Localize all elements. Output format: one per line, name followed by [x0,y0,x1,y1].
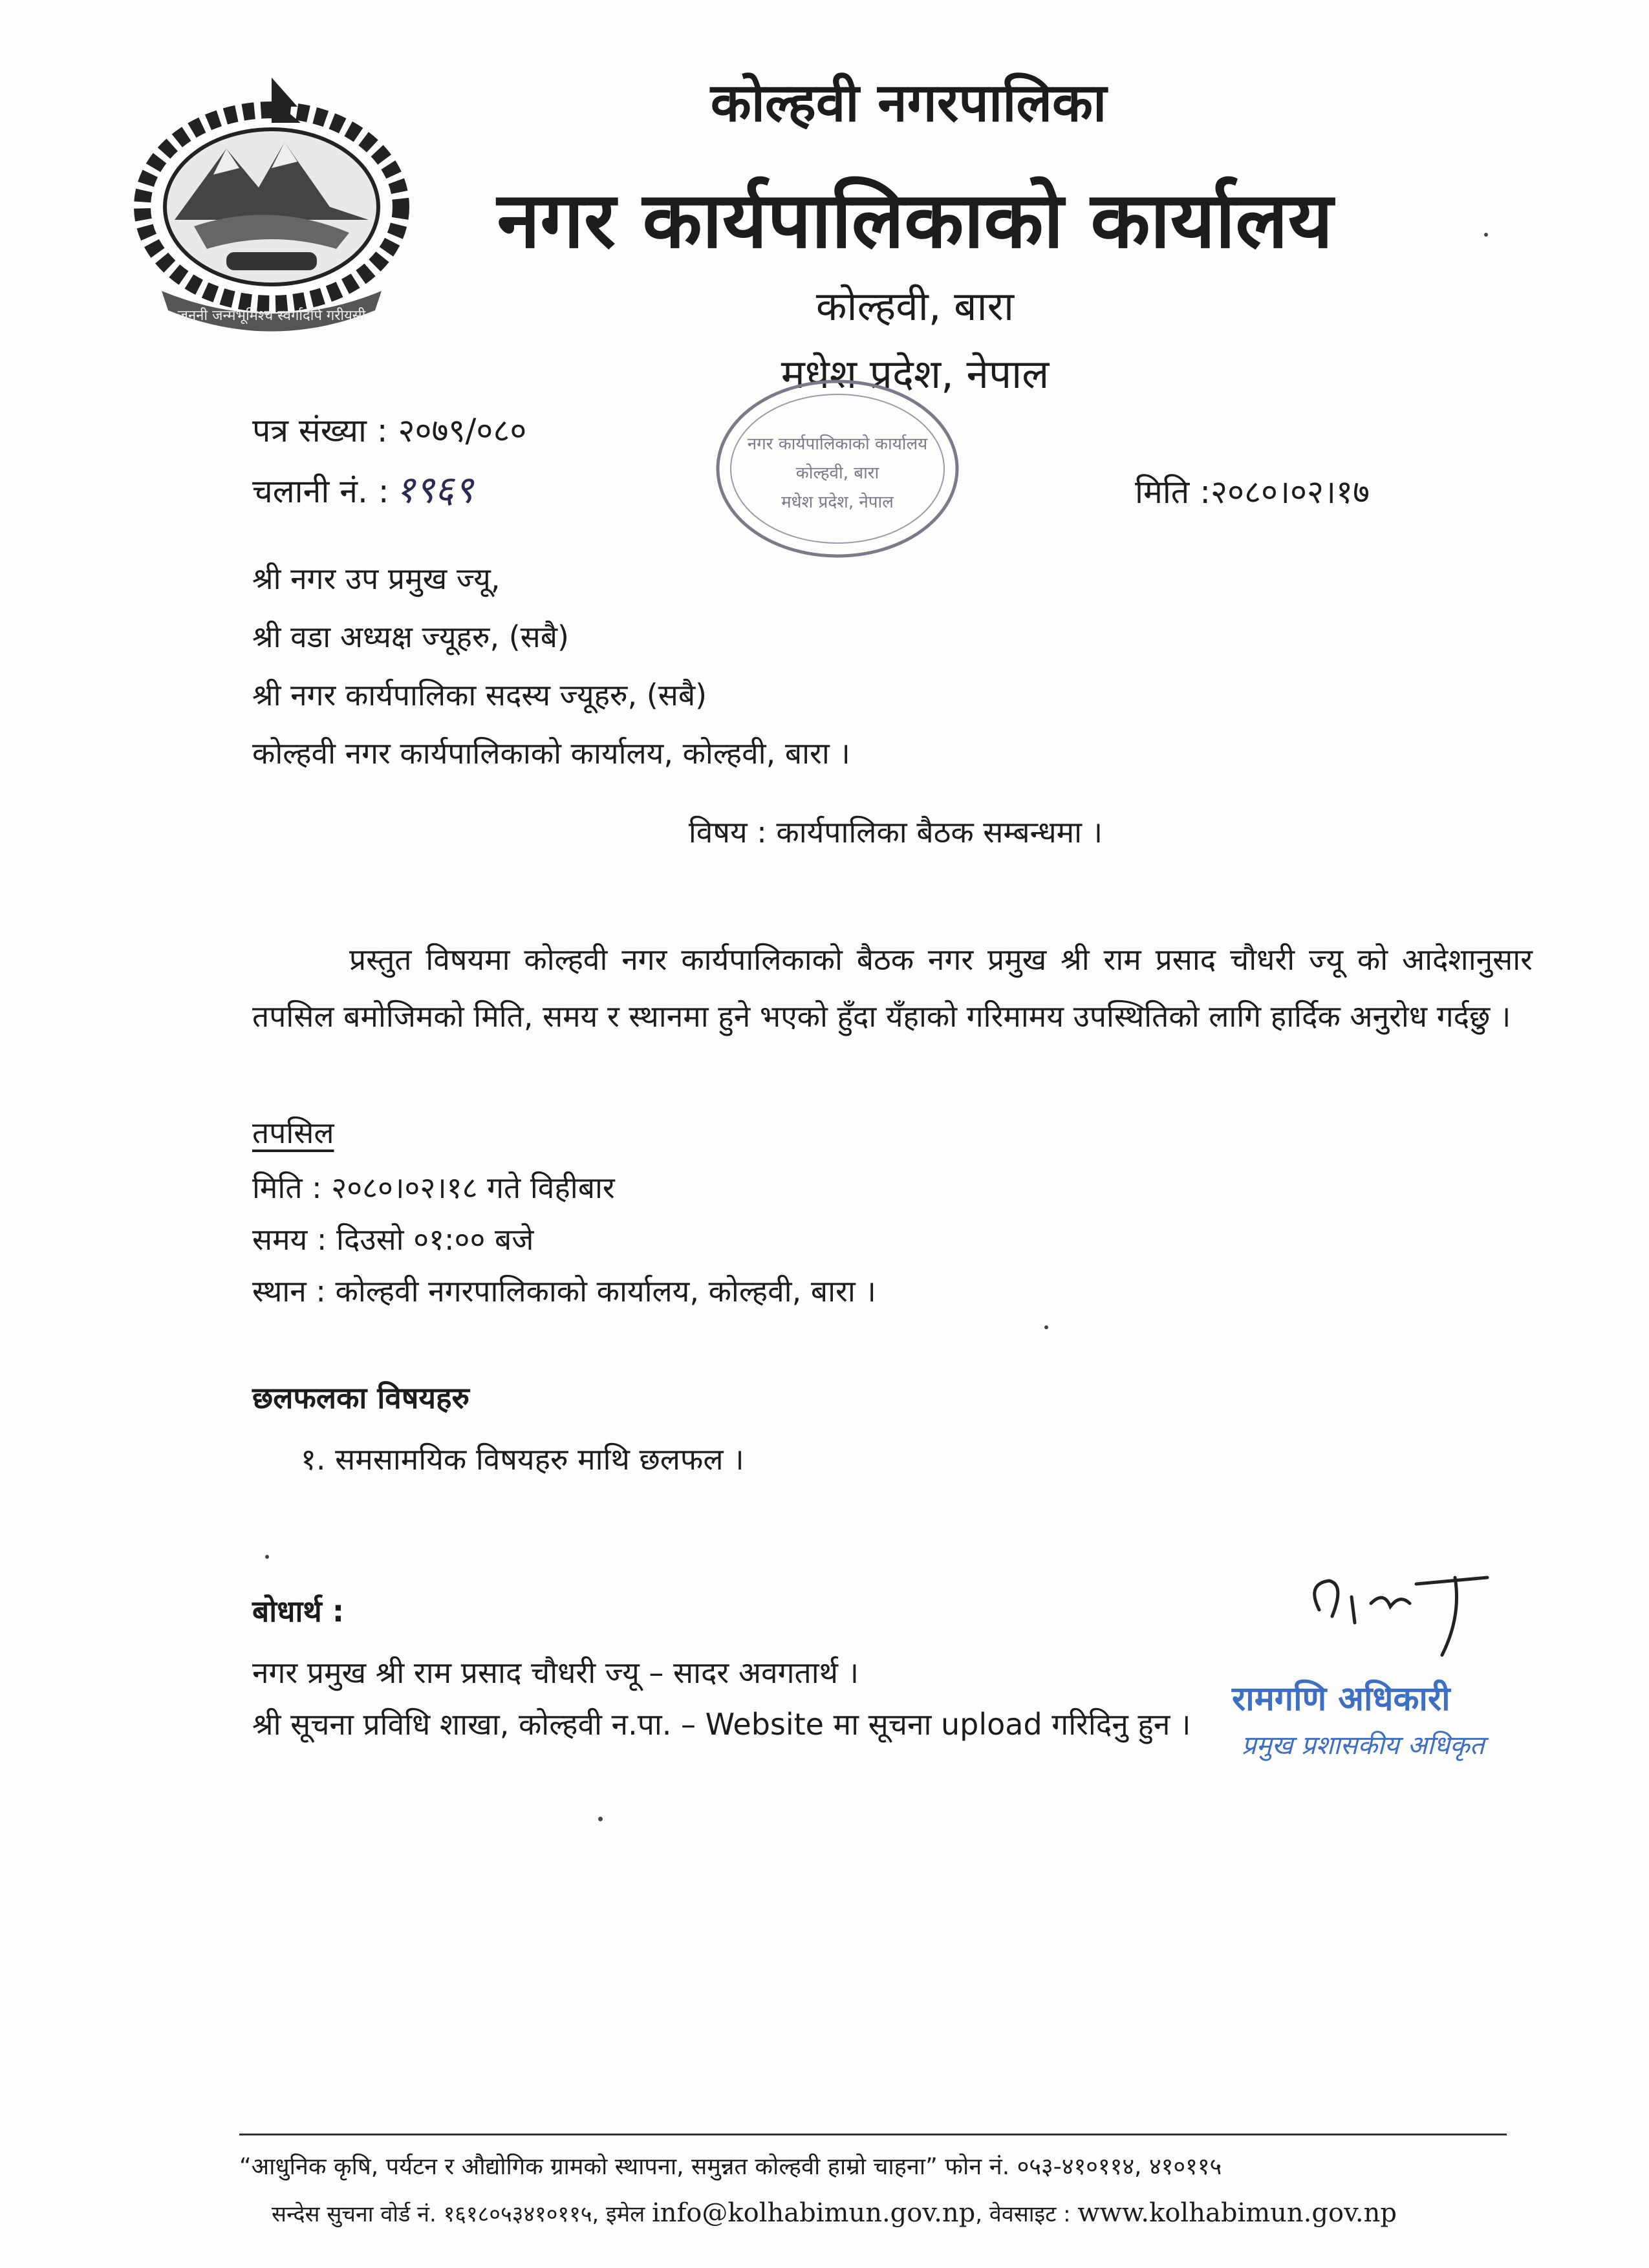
dispatch-number [252,462,473,513]
letter-number-label: पत्र संख्या : [252,412,398,449]
cc-line: श्री सूचना प्रविधि शाखा, कोल्हवी न.पा. – Website मा सूचना upload गरिदिनु हुन । [252,1707,1191,1742]
schedule-date: मिति : २०८०।०२।१८ गते विहीबार [252,1170,615,1205]
recipient-line: श्री नगर कार्यपालिका सदस्य ज्यूहरु, (सबै) [252,678,707,712]
schedule-place: स्थान : कोल्हवी नगरपालिकाको कार्यालय, कोल्हवी, बारा । [252,1274,876,1309]
office-stamp [708,372,967,566]
footer-board-label: सन्देस सुचना वोर्ड नं. १६१८०५३४१०११५, इमेल [272,2201,652,2227]
signatory-name: रामगणि अधिकारी [1232,1680,1450,1718]
recipient-line: श्री नगर उप प्रमुख ज्यू, [252,561,501,596]
emblem-motto: जननी जन्मभूमिश्च स्वर्गादपि गरीयसी [177,308,366,324]
agenda-item: १. समसामयिक विषयहरु माथि छलफल । [301,1442,744,1477]
stamp-line-1: नगर कार्यपालिकाको कार्यालय [747,434,928,454]
scan-speck [1044,1325,1048,1329]
address-line-2: मधेश प्रदेश, नेपाल [781,350,1050,398]
signatory-title: प्रमुख प्रशासकीय अधिकृत [1242,1731,1485,1760]
stamp-line-2: कोल्हवी, बारा [795,464,879,483]
scan-speck [598,1817,603,1821]
address-line-1: कोल्हवी, बारा [815,283,1015,330]
footer-website: www.kolhabimun.gov.np [1077,2198,1397,2228]
footer-email: info@kolhabimun.gov.np [651,2198,976,2228]
footer-website-label: , वेवसाइट : [975,2201,1078,2227]
footer-divider [239,2134,1507,2135]
stamp-line-3: मधेश प्रदेश, नेपाल [781,493,894,512]
recipient-list [252,550,850,782]
cc-heading: बोधार्थ : [252,1594,345,1629]
scan-speck [265,1555,269,1559]
office-name: नगर कार्यपालिकाको कार्यालय [497,176,1333,266]
municipality-name: कोल्हवी नगरपालिका [710,72,1107,134]
subject-line: विषय : कार्यपालिका बैठक सम्बन्धमा । [688,815,1103,850]
letter-number-value: २०७९/०८० [398,412,527,449]
footer-slogan-phone: “आधुनिक कृषि, पर्यटन र औद्योगिक ग्रामको स्थापना, समुन्नत कोल्हवी हाम्रो चाहना” फोन नं. ०५३-४१०११४, ४१०११५ [239,2154,1222,2180]
dispatch-number-value: १९६९ [395,467,474,511]
schedule-time: समय : दिउसो ०१:०० बजे [252,1222,534,1257]
body-paragraph: प्रस्तुत विषयमा कोल्हवी नगर कार्यपालिकाको बैठक नगर प्रमुख श्री राम प्रसाद चौधरी ज्यू को आदेशानुसार तपसिल बमोजिमको मिति, समय र स्थानमा हुने भएको हुँदा यँहाको गरिमामय उपस्थितिको लागि हार्दिक अनुरोध गर्दछु । [252,942,1533,1034]
scan-speck [1484,233,1488,237]
letter-number [252,407,526,451]
letter-date [1135,469,1370,513]
cc-line: नगर प्रमुख श्री राम प्रसाद चौधरी ज्यू – सादर अवगतार्थ । [252,1655,859,1690]
recipient-line: श्री वडा अध्यक्ष ज्यूहरु, (सबै) [252,619,569,654]
date-label: मिति : [1135,473,1211,511]
dispatch-number-label: चलानी नं. : [252,473,389,510]
footer-contact [272,2198,1397,2228]
schedule-heading: तपसिल [252,1115,334,1150]
agenda-heading: छलफलका विषयहरु [252,1380,470,1415]
date-value: २०८०।०२।१७ [1211,473,1370,511]
handwritten-signature [1293,1558,1507,1662]
recipient-line: कोल्हवी नगर कार्यपालिकाको कार्यालय, कोल्हवी, बारा । [252,736,850,771]
